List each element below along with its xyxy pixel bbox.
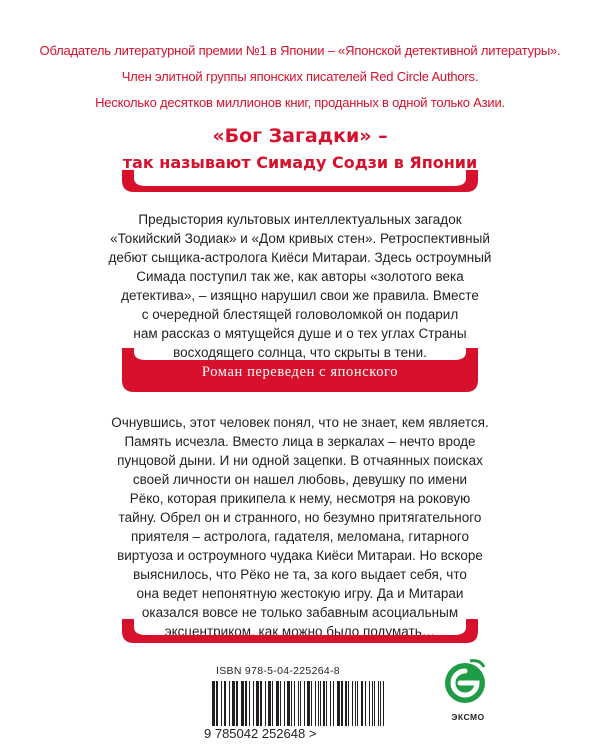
intro-line: Несколько десятков миллионов книг, проданных в одной только Азии.: [95, 95, 505, 110]
text-line: Предыстория культовых интеллектуальных загадок: [138, 212, 462, 227]
barcode-bar: [323, 681, 325, 727]
decorative-bracket-top: [120, 168, 480, 194]
barcode-bar: [352, 681, 353, 727]
barcode-bar: [221, 681, 222, 727]
barcode-bar: [224, 681, 226, 727]
barcode-bar: [232, 681, 235, 727]
barcode-bar: [280, 681, 281, 727]
barcode-bar: [236, 681, 238, 727]
text-line: Память исчезла. Вместо лица в зеркалах – нечто вроде: [124, 434, 476, 449]
barcode-bar: [268, 681, 271, 727]
barcode-bar: [374, 681, 375, 727]
text-line: виртуоза и остроумного чудака Киёси Митараи. Но вскоре: [117, 548, 483, 563]
barcode-bar: [241, 681, 244, 727]
text-line: Очнувшись, этот человек понял, что не знает, кем является.: [111, 415, 489, 430]
text-line: она ведет непонятную жестокую игру. Да и Митараи: [136, 586, 464, 601]
barcode-bar: [345, 681, 347, 727]
text-line: Рёко, которая прикипела к нему, несмотря на роковую: [129, 491, 471, 506]
barcode-bar: [315, 681, 316, 727]
barcode-bar: [256, 681, 259, 727]
barcode-bar: [378, 681, 379, 727]
text-line: приятеля – астролога, гадателя, меломана, гитарного: [130, 529, 470, 544]
isbn-text: ISBN 978-5-04-225264-8: [216, 665, 340, 677]
translation-banner-label: Роман переведен с японского: [201, 364, 399, 380]
barcode-bar: [291, 681, 292, 727]
barcode-bar: [330, 681, 331, 727]
publisher-logo-text: ЭКСМО: [451, 712, 485, 722]
barcode-bar: [294, 681, 295, 727]
eksmo-logo-icon: [440, 655, 490, 711]
text-line: с очередной блестящей головоломкой он подарил: [141, 307, 459, 322]
decorative-bracket-bottom: [120, 617, 480, 645]
barcode-bar: [216, 681, 218, 727]
tagline-line-2: так называют Симаду Содзи в Японии: [122, 153, 478, 172]
barcode-bar: [341, 681, 343, 727]
intro-line: Член элитной группы японских писателей Red Circle Authors.: [121, 69, 479, 84]
description-paragraph-1: [0, 210, 600, 362]
barcode-bar: [272, 681, 273, 727]
barcode-bar: [372, 681, 373, 727]
barcode-bar: [307, 681, 310, 727]
barcode-bar: [311, 681, 312, 727]
barcode-bar: [249, 681, 250, 727]
barcode-bar: [326, 681, 327, 727]
barcode-bar: [365, 681, 366, 727]
barcode-bar: [304, 681, 305, 727]
barcode-bar: [287, 681, 290, 727]
barcode-bar: [361, 681, 363, 727]
text-line: детектива», – изящно нарушил свои же правила. Вместе: [121, 288, 479, 303]
barcode-digits: 9 785042 252648 >: [204, 726, 394, 741]
text-line: нам рассказ о мятущейся душе и о тех углах Страны: [133, 326, 467, 341]
barcode-bar: [320, 681, 321, 727]
text-line: своей личности он нашел любовь, девушку по имени: [132, 472, 468, 487]
barcode-bar: [318, 681, 319, 727]
barcode-bar: [357, 681, 358, 727]
barcode-bar: [245, 681, 247, 727]
barcode-bar: [260, 681, 262, 727]
intro-line: Обладатель литературной премии №1 в Японии – «Японской детективной литературы».: [39, 43, 561, 58]
text-line: тайну. Обрел он и странного, но безумно притягательного: [118, 510, 482, 525]
barcode-bar: [380, 681, 381, 727]
barcode-bar: [284, 681, 285, 727]
barcode-bar: [265, 681, 266, 727]
barcode-bar: [333, 681, 334, 727]
tagline-line-1: «Бог Загадки» –: [212, 125, 388, 147]
barcode-bar: [253, 681, 254, 727]
text-line: Симада поступил так же, как авторы «золотого века: [136, 269, 464, 284]
barcode-bar: [369, 681, 370, 727]
text-line: восходящего солнца, что скрыты в тени.: [173, 345, 427, 360]
barcode-bar: [276, 681, 279, 727]
text-line: пунцовой дыни. И ни одной зацепки. В отчаянных поисках: [117, 453, 483, 468]
barcode-bar: [229, 681, 230, 727]
description-paragraph-2: [0, 413, 600, 641]
text-line: выяснилось, что Рёко не та, за кого выдает себя, что: [133, 567, 467, 582]
text-line: дебют сыщика-астролога Киёси Митараи. Здесь остроумный: [108, 250, 492, 265]
text-line: эксцентриком, как можно было подумать…: [164, 624, 436, 639]
barcode-bar: [355, 681, 356, 727]
barcode-bar: [348, 681, 349, 727]
text-line: «Токийский Зодиак» и «Дом кривых стен». Ретроспективный: [110, 231, 490, 246]
barcode-bar: [337, 681, 340, 727]
text-line: оказался вовсе не только забавным асоциальным: [141, 605, 459, 620]
intro-block: [0, 38, 600, 116]
